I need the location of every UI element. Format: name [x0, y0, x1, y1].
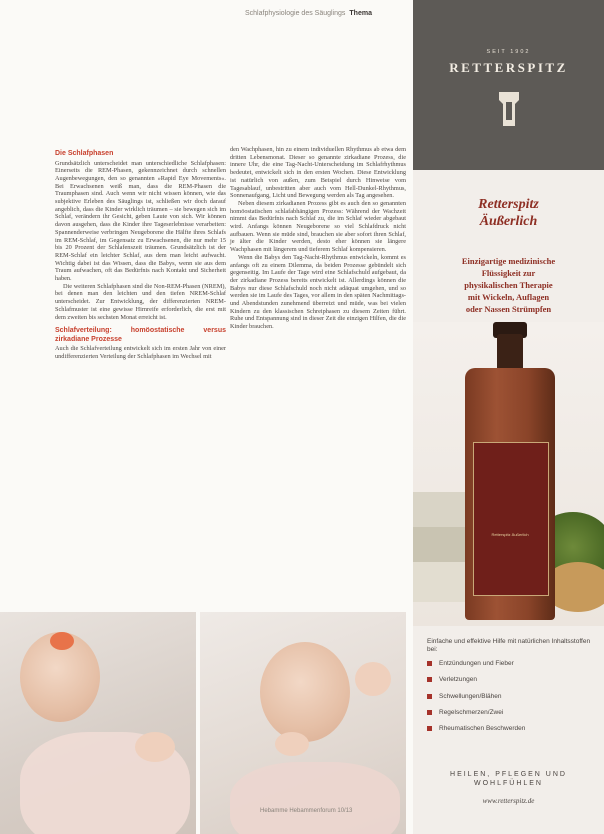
baby-photo-2 — [200, 612, 406, 834]
running-title: Schlafphysiologie des Säuglings — [245, 10, 346, 17]
paragraph: Grundsätzlich unterscheidet man unterschiedliche Schlafphasen: Einerseits die REM-Phasen, gekennzeichnet durch schnellen Augenbewegungen, den so genannten »Rapid Eye Movements«. Bei Erwachsenen weiß man, dass die REM-Phasen die Traumphasen sind. Auch wenn wir nicht wissen können, wie das subjektive Erleben des Säuglings ist, schließen wir doch darauf angeblich, dass die Kinder wirklich träumen – sie bewegen sich im Schlaf, verändern ihr Gesicht, geben Laute von sich. Wir können davon ausgehen, dass die Kinder ihre Tageserlebnisse verarbeiten: Spannenderweise verbringen Neugeborene die Hälfte ihres Schlafs im REM-Schlaf, im Gegensatz zu Erwachsenen, die nur mehr 15 bis 20 Prozent der Schlafenszeit träumen. Grundsätzlich ist der REM-Schlaf ein leichter Schlaf, aus dem man leicht aufwacht. Wichtig dabei ist das Wissen, dass die Babys, wenn sie aus dem Traum aufwachen, oft das Bedürfnis nach Kontakt und Sicherheit haben. — [55, 159, 226, 283]
list-item: Entzündungen und Fieber — [427, 660, 597, 668]
baby-photo-1 — [0, 612, 196, 834]
bottle-neck — [497, 334, 523, 372]
paragraph: den Wachphasen, hin zu einem individuellen Rhythmus ab etwa dem dritten Lebensmonat. Dieser so genannte zirkadiane Prozess, die innere Uhr, die eine Tag-Nacht-Unterscheidung im Schlafrhythmus bedeutet, entwickelt sich in den ersten Wochen. Diese Entwicklung ist natürlich von außen, zum Beispiel durch Hinweise vom Tagesablauf, unbestritten aber auch vom Hell-Dunkel-Rhythmus, Sonnenaufgang, Licht und Bewegung werden als Tag angesehen. — [230, 146, 406, 200]
ad-subtitle: Einzigartige medizinische Flüssigkeit zur physikalischen Therapie mit Wickeln, Auflagen oder Nassen Strümpfen — [461, 256, 556, 314]
heading-schlafphasen: Die Schlafphasen — [55, 150, 114, 157]
retterspitz-advertisement — [413, 0, 604, 834]
article-column-1 — [55, 150, 226, 361]
ad-url: www.retterspitz.de — [482, 797, 535, 805]
list-item: Rheumatischen Beschwerden — [427, 725, 597, 733]
ad-title: Retterspitz Äußerlich — [478, 197, 539, 229]
paragraph: Auch die Schlafverteilung entwickelt sich im ersten Jahr von einer undifferenzierten Verteilung der Schlafphasen im Wechsel mit — [55, 345, 226, 360]
ad-brand-logo: RETTERSPITZ — [449, 60, 568, 75]
ad-benefit-list — [427, 638, 597, 741]
paragraph: Wenn die Babys den Tag-Nacht-Rhythmus entwickeln, kommt es anfangs oft zu einem Dilemma, da beiden Prozesse gebündelt sich gegenseitig. Im Laufe der Tage wird eine Schlafschuld aufgebaut, da der zirkadiane Prozess bereits entwickelt ist. Allerdings können die Babys nur diese Schlafschuld noch nicht adäquat umgehen, und so werden sie im Laufe des Tages, vor allem in den späten Nachmittags- und Abendstunden zunehmend überreizt und müde, was bei vielen Kindern zu den klassischen Schreiphasen zu diesem Zeiten führt. Ruhe und Entspannung sind in dieser Zeit die einzigen Hilfen, die die Kinder brauchen. — [230, 253, 406, 331]
bottle-label — [473, 442, 549, 596]
paragraph: Die weiteren Schlafphasen sind die Non-REM-Phasen (NREM), bei denen man den leichten und den tiefen NREM-Schlaf unterscheidet. Zur Entwicklung, der differenzierten NREM-Schlafmuster ist eine gewisse Hirnreife erforderlich, die erst mit dem zweiten bis sechsten Monat erreicht ist. — [55, 282, 226, 321]
heading-schlafverteilung: Schlafverteilung: homöostatische versus zirkadiane Prozesse — [55, 327, 226, 343]
bottle-label-text: Retterspitz Äußerlich — [491, 532, 529, 537]
list-item: Regelschmerzen/Zwei — [427, 709, 597, 717]
ad-header-band — [413, 0, 604, 170]
list-item: Verletzungen — [427, 676, 597, 684]
section-label: Thema — [349, 10, 372, 17]
product-image — [413, 322, 604, 626]
running-header — [245, 10, 372, 17]
brand-emblem-icon — [497, 92, 521, 126]
ad-list-intro: Einfache und effektive Hilfe mit natürlichen Inhaltsstoffen bei: — [427, 638, 591, 653]
article-column-2 — [230, 146, 406, 331]
list-item: Schwellungen/Blähen — [427, 693, 597, 701]
ad-since: SEIT 1902 — [486, 49, 531, 55]
paragraph: Neben diesem zirkadianen Prozess gibt es auch den so genannten homöostatischen schlafabhängigen Prozess: Während der Wachzeit nimmt das Bedürfnis nach Schlaf zu, die im Schlaf wieder abgebaut wird. Anfangs können Neugeborene so viel Schlafdruck nicht aufbauen. Wenn sie müde sind, brauchen sie aber sofort ihren Schlaf, je älter die Kinder werden, desto eher können sie längere Wachphasen mit längerem und tieferem Schlaf kompensieren. — [230, 199, 406, 254]
page-footer: Hebamme Hebammenforum 10/13 — [260, 808, 353, 814]
ad-tagline: HEILEN, PFLEGEN UND WOHLFÜHLEN — [450, 771, 567, 787]
